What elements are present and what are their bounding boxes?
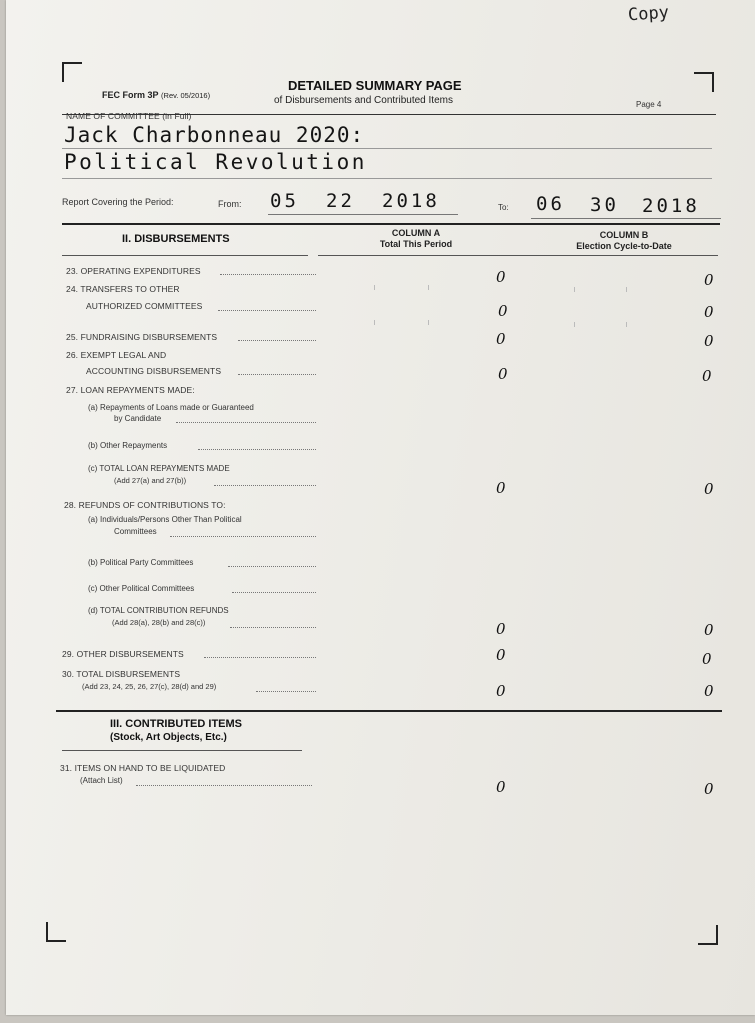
line-27c-column-b-entry: 0 <box>704 480 714 498</box>
line-24-column-a-entry: 0 <box>498 302 508 320</box>
period-label: Report Covering the Period: <box>62 197 174 207</box>
page-subtitle: of Disbursements and Contributed Items <box>274 95 453 106</box>
line-28d-column-a-entry: 0 <box>496 620 506 638</box>
line-31-column-a-entry: 0 <box>496 778 506 796</box>
column-b-header <box>554 230 694 252</box>
period-underline-to <box>531 218 721 219</box>
line-29-column-a-entry: 0 <box>496 646 506 664</box>
period-from-label: From: <box>218 199 242 209</box>
section2-top-rule <box>62 223 720 225</box>
line-25-column-a-entry: 0 <box>496 330 506 348</box>
column-a-subtitle: Total This Period <box>379 239 453 249</box>
form-number: FEC Form 3P <box>102 90 159 100</box>
period-to-month: 06 <box>536 193 565 215</box>
section2-header-rule-left <box>62 255 308 256</box>
period-from-month: 05 <box>270 190 299 212</box>
corner-mark-bottom-right <box>698 925 718 945</box>
line-23-column-a-entry: 0 <box>496 268 506 286</box>
line-26-label-1: 26. EXEMPT LEGAL AND <box>66 350 167 360</box>
period-from-day: 22 <box>326 190 355 212</box>
copy-mark: Copy <box>627 2 670 26</box>
line-26-leader <box>238 374 316 375</box>
corner-mark-top-left <box>62 62 82 82</box>
line-25-column-b-entry: 0 <box>704 332 714 350</box>
line-30-column-a-entry: 0 <box>496 682 506 700</box>
line-27b-leader <box>198 449 316 450</box>
line-31-column-b-entry: 0 <box>704 780 714 798</box>
line-23-leader <box>220 274 316 275</box>
period-underline-from <box>268 214 458 215</box>
page-title: DETAILED SUMMARY PAGE <box>288 78 462 93</box>
section3-title-main: III. CONTRIBUTED ITEMS <box>110 718 242 730</box>
line-27-label: 27. LOAN REPAYMENTS MADE: <box>66 385 195 395</box>
committee-rule-1 <box>62 148 712 149</box>
line-23-column-b-entry: 0 <box>704 271 714 289</box>
column-tick <box>428 285 429 290</box>
line-29-column-b-entry: 0 <box>702 650 712 668</box>
corner-mark-top-right <box>694 72 714 92</box>
committee-name-label: NAME OF COMMITTEE (in Full) <box>66 111 192 121</box>
form-revision: (Rev. 05/2016) <box>161 91 211 100</box>
line-29-label: 29. OTHER DISBURSEMENTS <box>62 649 184 659</box>
line-31-leader <box>136 785 312 786</box>
column-tick <box>574 322 575 327</box>
column-b-title: COLUMN B <box>599 230 649 240</box>
committee-name-line2: Political Revolution <box>64 150 367 174</box>
column-tick <box>574 287 575 292</box>
page-number: Page 4 <box>636 100 662 109</box>
line-28d-label-2: (Add 28(a), 28(b) and 28(c)) <box>112 618 206 627</box>
line-30-label-2: (Add 23, 24, 25, 26, 27(c), 28(d) and 29) <box>82 682 217 691</box>
section3-header-rule <box>62 750 302 751</box>
line-27c-label-2: (Add 27(a) and 27(b)) <box>114 476 187 485</box>
line-28d-label-1: (d) TOTAL CONTRIBUTION REFUNDS <box>88 606 229 615</box>
line-24-label-2: AUTHORIZED COMMITTEES <box>86 301 203 311</box>
section2-header-rule-right <box>318 255 718 256</box>
column-tick <box>626 322 627 327</box>
column-a-title: COLUMN A <box>391 228 441 238</box>
line-26-column-b-entry: 0 <box>702 367 712 385</box>
corner-mark-bottom-left <box>46 922 66 942</box>
line-28b-label: (b) Political Party Committees <box>88 558 194 567</box>
line-27c-label-1: (c) TOTAL LOAN REPAYMENTS MADE <box>88 464 230 473</box>
line-28d-column-b-entry: 0 <box>704 621 714 639</box>
section3-title <box>110 718 242 744</box>
line-28a-label-2: Committees <box>114 527 157 536</box>
line-28c-label: (c) Other Political Committees <box>88 584 195 593</box>
line-28b-leader <box>228 566 316 567</box>
line-25-label: 25. FUNDRAISING DISBURSEMENTS <box>66 332 218 342</box>
line-28c-leader <box>232 592 316 593</box>
column-a-header <box>361 228 471 250</box>
column-tick <box>428 320 429 325</box>
period-to-day: 30 <box>590 194 619 216</box>
line-27a-label-2: by Candidate <box>114 414 162 423</box>
line-29-leader <box>204 657 316 658</box>
line-31-label-1: 31. ITEMS ON HAND TO BE LIQUIDATED <box>60 763 226 773</box>
line-27b-label: (b) Other Repayments <box>88 441 168 450</box>
column-tick <box>374 285 375 290</box>
section3-top-rule <box>56 710 722 712</box>
line-27a-label-1: (a) Repayments of Loans made or Guaranteed <box>88 403 254 412</box>
period-to-year: 2018 <box>642 195 700 217</box>
line-30-column-b-entry: 0 <box>704 682 714 700</box>
line-30-label-1: 30. TOTAL DISBURSEMENTS <box>62 669 181 679</box>
committee-name-line1: Jack Charbonneau 2020: <box>64 123 365 147</box>
column-tick <box>626 287 627 292</box>
line-24-label-1: 24. TRANSFERS TO OTHER <box>66 284 180 294</box>
line-25-leader <box>238 340 316 341</box>
line-28d-leader <box>230 627 316 628</box>
line-26-column-a-entry: 0 <box>498 365 508 383</box>
section3-title-sub: (Stock, Art Objects, Etc.) <box>110 732 227 743</box>
line-26-label-2: ACCOUNTING DISBURSEMENTS <box>86 366 222 376</box>
line-24-leader <box>218 310 316 311</box>
line-28a-leader <box>170 536 316 537</box>
line-27a-leader <box>176 422 316 423</box>
line-27c-leader <box>214 485 316 486</box>
line-28a-label-1: (a) Individuals/Persons Other Than Political <box>88 515 242 524</box>
form-page <box>6 0 755 1015</box>
column-b-subtitle: Election Cycle-to-Date <box>576 241 672 251</box>
committee-rule-2 <box>62 178 712 179</box>
period-to-label: To: <box>498 203 509 212</box>
period-from-year: 2018 <box>382 190 440 212</box>
section2-title: II. DISBURSEMENTS <box>122 233 230 245</box>
line-27c-column-a-entry: 0 <box>496 479 506 497</box>
line-28-label: 28. REFUNDS OF CONTRIBUTIONS TO: <box>64 500 226 510</box>
line-24-column-b-entry: 0 <box>704 303 714 321</box>
column-tick <box>374 320 375 325</box>
line-30-leader <box>256 691 316 692</box>
line-23-label: 23. OPERATING EXPENDITURES <box>66 266 201 276</box>
form-id <box>102 90 210 100</box>
line-31-label-2: (Attach List) <box>80 776 123 785</box>
